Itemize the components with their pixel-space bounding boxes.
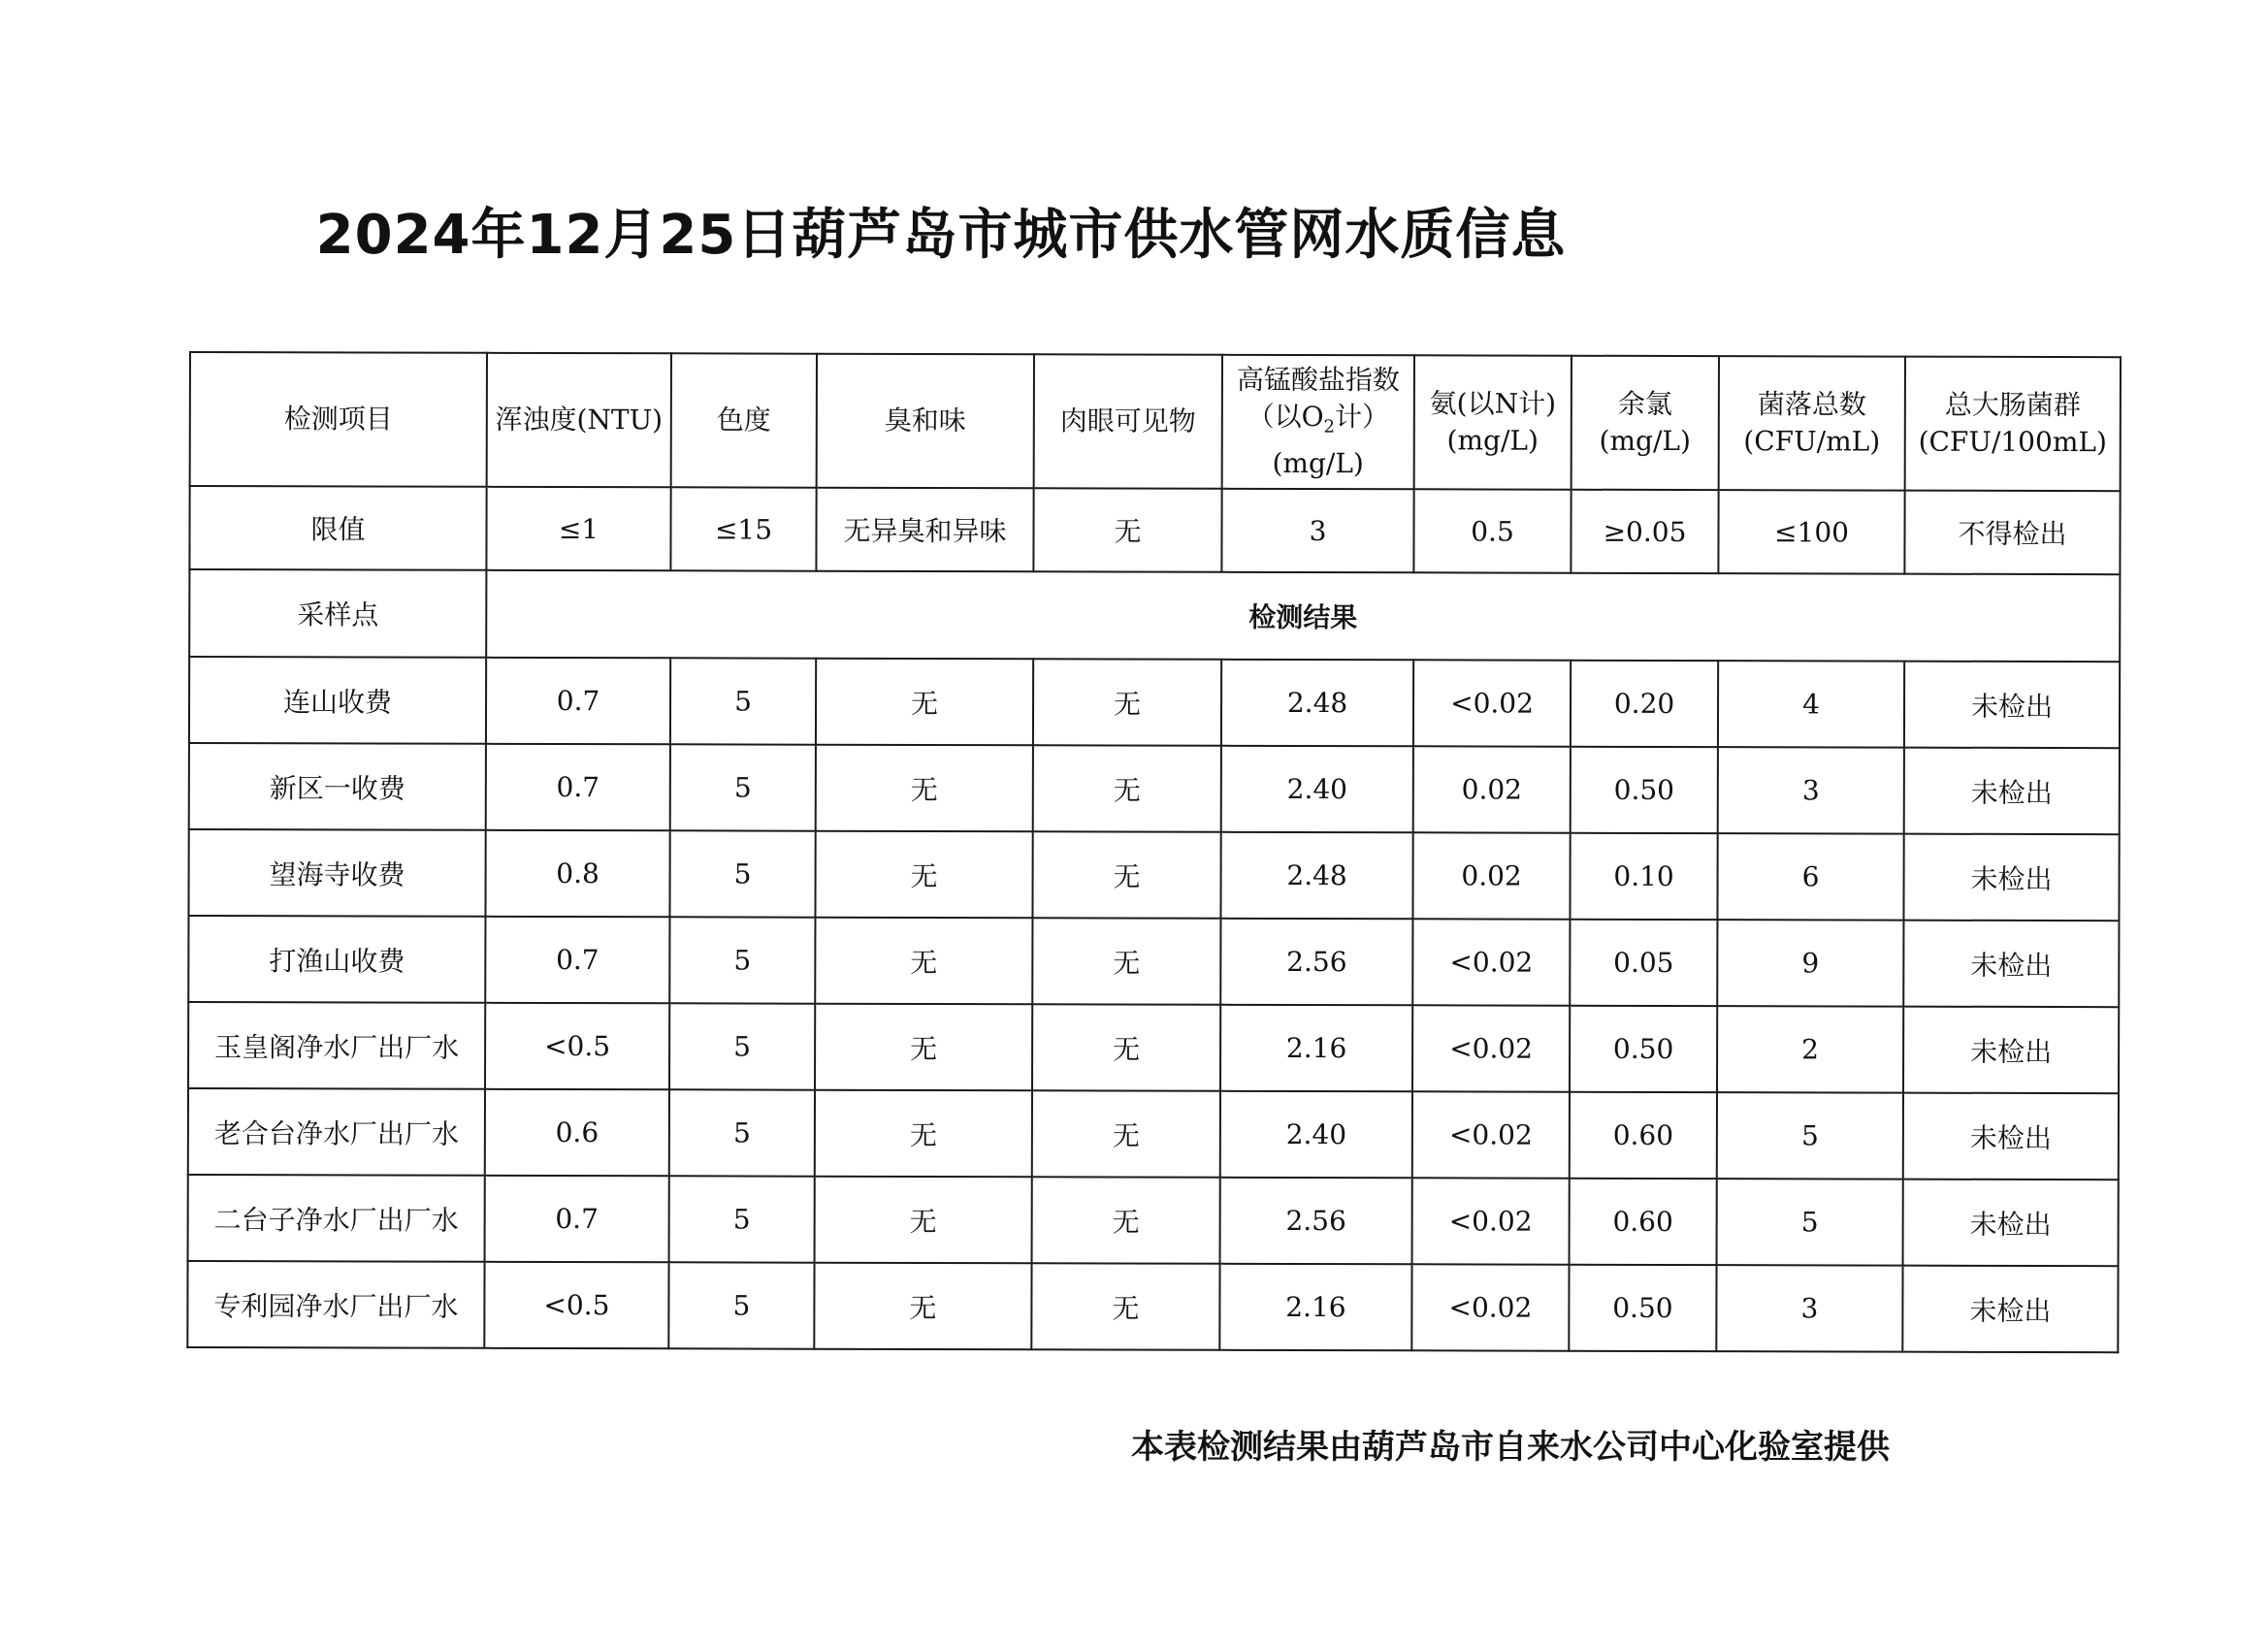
result-cell: 2.56 [1220,1178,1412,1265]
table-row [188,1088,2119,1180]
result-cell: 无 [815,1004,1032,1091]
result-cell: 5 [669,917,815,1003]
result-cell: 未检出 [1904,748,2120,835]
result-cell: 0.05 [1570,920,1717,1006]
result-cell: 0.02 [1413,746,1571,832]
header-col-line: 臭和味 [884,404,966,437]
result-cell: 5 [668,1262,814,1348]
result-cell: 5 [669,830,815,917]
header-col-1 [671,353,817,487]
header-col-line: (mg/L) [1599,424,1691,458]
table-row [188,916,2119,1007]
result-cell: 9 [1717,920,1903,1007]
result-cell: 0.7 [486,658,670,744]
header-col-line: 总大肠菌群 [1944,388,2081,422]
result-cell: 2.16 [1220,1005,1412,1092]
result-cell: 无 [1033,745,1221,832]
result-cell: 无 [815,1090,1032,1178]
limit-value: 无 [1033,488,1221,572]
header-col-line: 菌落总数 [1757,388,1866,421]
header-col-line: (mg/L) [1272,447,1364,480]
limits-row [189,486,2120,574]
document-title: 2024年12月25日葫芦岛市城市供水管网水质信息 [315,204,1567,267]
table-row [189,657,2120,748]
result-cell: 无 [1032,918,1220,1005]
result-cell: 无 [1032,1004,1220,1091]
result-cell: 5 [669,1003,815,1089]
sample-site-name: 连山收费 [189,657,486,744]
limit-value: ≤15 [670,487,816,570]
table-row [187,1261,2118,1352]
header-col-line: 高锰酸盐指数 [1236,363,1400,396]
result-cell: 0.02 [1412,832,1570,919]
header-col-line: 余氯 [1617,387,1672,421]
header-col-5 [1414,355,1571,489]
sample-site-name: 望海寺收费 [188,829,485,917]
header-col-6 [1571,356,1719,490]
header-row [190,352,2121,491]
result-cell: 3 [1716,1265,1902,1352]
result-cell: 未检出 [1902,1266,2118,1353]
result-cell: 0.7 [486,744,670,830]
result-cell: 0.10 [1570,833,1717,920]
result-cell: 无 [815,918,1032,1005]
limits-label: 限值 [189,486,486,570]
result-cell: 5 [670,744,816,830]
result-cell: 0.7 [485,1176,669,1262]
result-cell: 无 [814,1263,1031,1350]
result-cell: 2 [1717,1006,1903,1093]
result-cell: 未检出 [1903,1093,2119,1180]
result-cell: 3 [1718,747,1904,834]
sample-site-name: 老合台净水厂出厂水 [188,1088,485,1176]
limit-value: ≤100 [1718,490,1904,574]
table-row [188,1175,2119,1266]
limit-value: ≥0.05 [1571,490,1718,573]
result-cell: <0.02 [1412,1005,1570,1091]
header-item-label: 检测项目 [190,352,487,487]
result-cell: 0.20 [1571,661,1718,747]
result-cell: 0.8 [485,830,669,917]
limit-value: 3 [1221,489,1413,573]
result-cell: <0.02 [1412,1091,1570,1178]
result-cell: 未检出 [1903,1180,2119,1267]
result-cell: 0.60 [1570,1092,1717,1179]
result-cell: 5 [1717,1179,1903,1266]
water-quality-table [186,351,2122,1353]
sample-site-name: 新区一收费 [189,743,486,830]
result-cell: 2.48 [1220,832,1412,920]
result-cell: 无 [815,1177,1032,1264]
header-col-3 [1034,354,1222,489]
result-cell: 无 [1032,1177,1220,1264]
header-col-0 [487,353,671,487]
result-cell: 2.16 [1219,1264,1411,1351]
results-label: 检测结果 [486,570,2120,662]
result-cell: 0.7 [485,917,669,1003]
result-cell: 无 [1033,659,1221,746]
result-cell: 2.40 [1220,1091,1412,1179]
sample-point-row [189,569,2120,662]
result-cell: <0.5 [485,1003,669,1089]
result-cell: <0.02 [1411,1264,1569,1350]
table-row [188,829,2119,921]
header-col-line: (CFU/100mL) [1918,425,2107,459]
result-cell: 6 [1717,833,1903,921]
sample-site-name: 二台子净水厂出厂水 [188,1175,485,1262]
result-cell: 无 [816,745,1033,832]
header-col-line: 肉眼可见物 [1059,404,1196,437]
result-cell: 5 [669,1089,815,1176]
result-cell: 2.48 [1221,660,1413,747]
limit-value: 0.5 [1413,489,1571,572]
sample-site-name: 专利园净水厂出厂水 [187,1261,484,1348]
result-cell: 0.50 [1571,747,1718,833]
sample-point-label: 采样点 [189,569,486,658]
header-col-4 [1222,355,1414,490]
limit-value: 无异臭和异味 [816,488,1033,572]
result-cell: <0.02 [1413,660,1571,746]
result-cell: 0.50 [1569,1265,1716,1351]
result-cell: 无 [1032,1090,1220,1178]
result-cell: 5 [1717,1092,1903,1180]
result-cell: <0.02 [1412,919,1570,1005]
result-cell: 2.56 [1220,919,1412,1006]
result-cell: 5 [670,658,816,744]
result-cell: 未检出 [1904,662,2120,749]
result-cell: 无 [816,659,1033,746]
header-col-7 [1719,356,1905,491]
result-cell: 0.60 [1570,1179,1717,1265]
result-cell: 未检出 [1903,834,2119,922]
result-cell: 0.6 [485,1089,669,1176]
result-cell: <0.5 [484,1262,668,1348]
header-col-line: (mg/L) [1446,424,1539,457]
header-col-8 [1905,357,2121,492]
header-col-2 [817,354,1034,489]
header-col-line: 浑浊度(NTU) [495,403,664,436]
result-cell: 无 [815,831,1032,919]
header-col-line: 色度 [716,404,771,436]
result-cell: <0.02 [1412,1178,1570,1264]
result-cell: 未检出 [1903,921,2119,1008]
sample-site-name: 打渔山收费 [188,916,485,1003]
result-cell: 5 [669,1176,815,1262]
limit-value: ≤1 [486,487,670,570]
sample-site-name: 玉皇阁净水厂出厂水 [188,1002,485,1089]
result-cell: 无 [1032,831,1220,919]
result-cell: 0.50 [1570,1006,1717,1092]
table-row [189,743,2120,834]
result-cell: 2.40 [1221,746,1413,833]
footer-note: 本表检测结果由葫芦岛市自来水公司中心化验室提供 [1131,1428,1890,1467]
result-cell: 4 [1718,661,1904,748]
table-row [188,1002,2119,1093]
header-col-line: 氨(以N计) [1429,387,1557,420]
limit-value: 不得检出 [1904,491,2120,575]
result-cell: 无 [1031,1263,1219,1350]
header-col-line: （以$O_2$计） [1247,400,1390,437]
header-col-line: (CFU/mL) [1743,425,1881,458]
result-cell: 未检出 [1903,1007,2119,1094]
